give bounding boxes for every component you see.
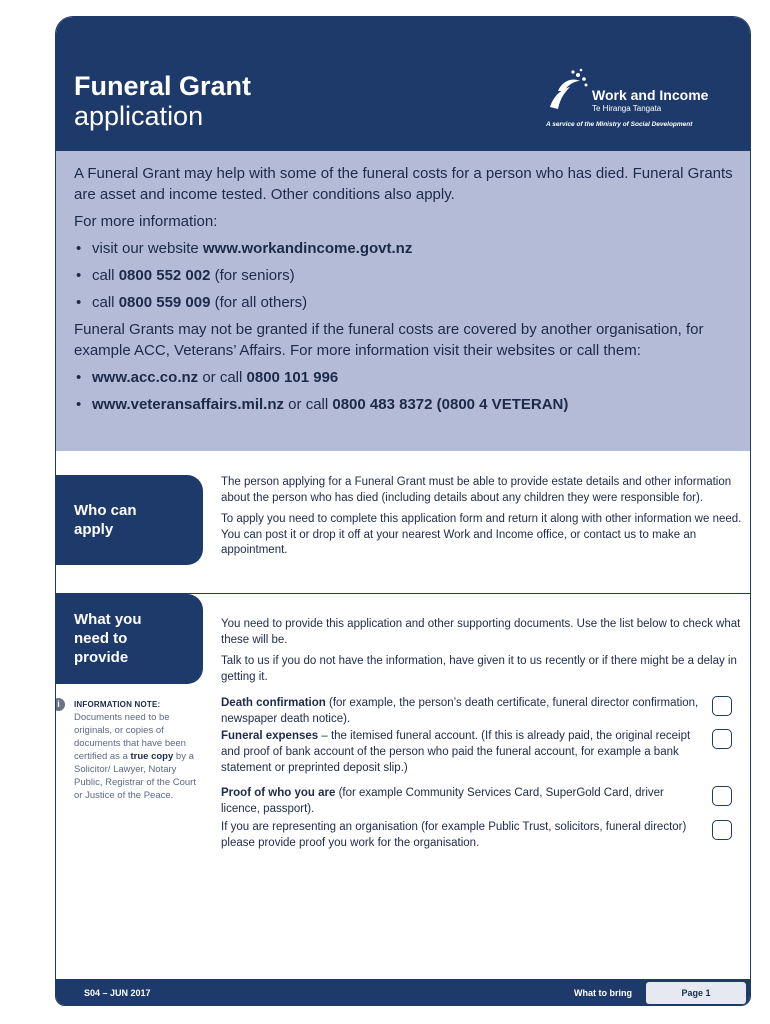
death-confirmation-checkbox[interactable]: [712, 696, 732, 716]
veterans-affairs-phone: 0800 483 8372 (0800 4 VETERAN): [332, 396, 569, 413]
who-can-apply-tab: Who can apply: [56, 475, 203, 565]
intro-panel: [56, 151, 750, 451]
intro-paragraph-1: A Funeral Grant may help with some of the funeral costs for a person who has died. Funeral Grants are asset and income tested. Other conditions also apply.: [74, 165, 733, 203]
what-to-provide-paragraph-1: You need to provide this application and other supporting documents. Use the list below to check what these will be.: [221, 618, 741, 646]
what-to-provide-paragraph-2: Talk to us if you do not have the information, have given it to us recently or if there might be a delay in getting it.: [221, 655, 737, 683]
organisation-proof-checkbox[interactable]: [712, 820, 732, 840]
website-link[interactable]: www.workandincome.govt.nz: [202, 240, 413, 257]
checklist-item-organisation-proof: If you are representing an organisation (for example Public Trust, solicitors, funeral director) please provide proof you work for the organisation.: [221, 821, 687, 849]
acc-link[interactable]: www.acc.co.nz: [92, 369, 199, 386]
checklist-item-death-confirmation: Death confirmation (for example, the person’s death certificate, funeral director confirmation, newspaper death notice).: [221, 697, 699, 725]
information-note-heading: INFORMATION NOTE:: [74, 700, 161, 709]
page-number: Page 1: [646, 982, 746, 1004]
contact-seniors-phone: • call 0800 552 002 (for seniors): [74, 265, 734, 286]
intro-paragraph-2: For more information:: [74, 213, 218, 230]
information-note-body: Documents need to be originals, or copies of documents that have been certified as a true copy by a Solicitor/ Lawyer, Notary Public, Registrar of the Court or Justice of the Peace.: [74, 712, 196, 801]
checklist-item-proof-of-identity: Proof of who you are (for example Community Services Card, SuperGold Card, driver licence, passport).: [221, 787, 664, 815]
footer-section-label: What to bring: [574, 988, 632, 998]
organisation-list: [74, 367, 734, 415]
form-title: Funeral Grant: [74, 71, 252, 101]
contact-list: [74, 238, 734, 313]
logo-subtitle: Te Hiranga Tangata: [592, 104, 662, 113]
fern-swirl-icon: [544, 67, 590, 113]
form-code: S04 – JUN 2017: [84, 988, 151, 998]
acc-phone: 0800 101 996: [246, 369, 339, 386]
contact-others-phone: • call 0800 559 009 (for all others): [74, 292, 734, 313]
org-veterans-affairs: • www.veteransaffairs.mil.nz or call 0800 483 8372 (0800 4 VETERAN): [74, 394, 734, 415]
seniors-phone-number: 0800 552 002: [118, 267, 211, 284]
checklist-item-funeral-expenses: Funeral expenses – the itemised funeral account. (If this is already paid, the original receipt and proof of bank account of the person who paid the funeral account, for example a bank statement or preprinted deposit slip.): [221, 730, 691, 774]
info-icon: i: [55, 698, 65, 711]
others-phone-number: 0800 559 009: [118, 294, 211, 311]
proof-of-identity-checkbox[interactable]: [712, 786, 732, 806]
form-page: [55, 16, 751, 1006]
org-acc: • www.acc.co.nz or call 0800 101 996: [74, 367, 734, 388]
form-subtitle: application: [74, 101, 204, 131]
header-banner: [56, 17, 750, 151]
what-to-provide-tab: What you need to provide: [56, 594, 203, 684]
veterans-affairs-link[interactable]: www.veteransaffairs.mil.nz: [92, 396, 285, 413]
who-can-apply-text: [221, 475, 747, 565]
what-to-provide-text: [221, 617, 747, 691]
contact-website: • visit our website www.workandincome.govt.nz: [74, 238, 734, 259]
footer-bar: [56, 979, 750, 1006]
intro-paragraph-3: Funeral Grants may not be granted if the funeral costs are covered by another organisation, for example ACC, Veterans’ Affairs. For more information visit their websites or call them:: [74, 321, 704, 359]
logo-tagline: A service of the Ministry of Social Development: [546, 121, 693, 128]
logo-name: Work and Income: [592, 87, 709, 103]
who-can-apply-paragraph-1: The person applying for a Funeral Grant must be able to provide estate details and other information about the person who has died (including details about any children they were responsible for).: [221, 476, 732, 504]
information-note: [56, 698, 196, 802]
funeral-expenses-checkbox[interactable]: [712, 729, 732, 749]
work-and-income-logo: [544, 67, 724, 133]
who-can-apply-paragraph-2: To apply you need to complete this application form and return it along with other information we need. You can post it or drop it off at your nearest Work and Income office, or contact us to make an appointment.: [221, 513, 742, 556]
